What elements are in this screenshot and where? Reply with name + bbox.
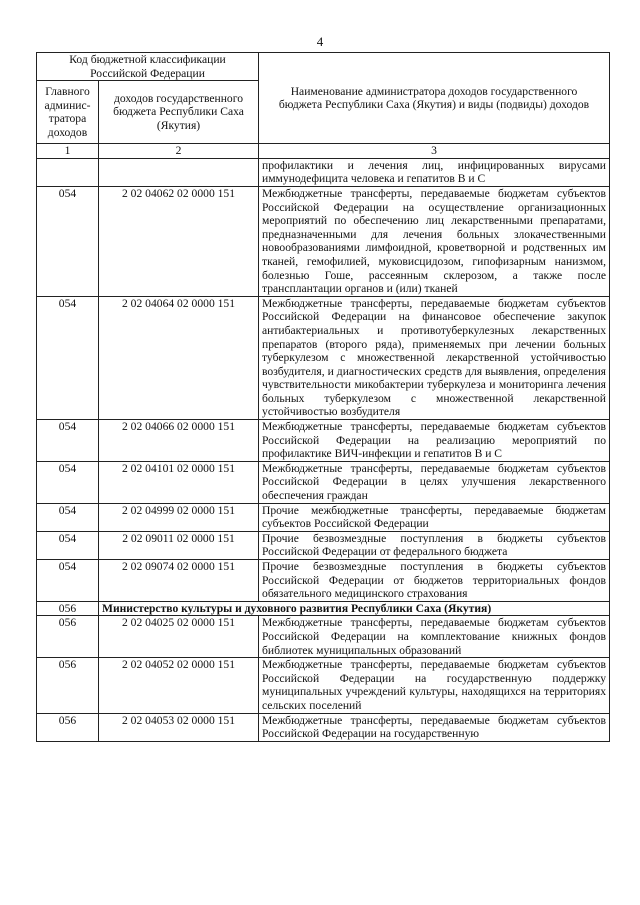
income-code: 2 02 04053 02 0000 151 <box>99 713 259 741</box>
income-name: Межбюджетные трансферты, передаваемые бюджетам субъектов Российской Федерации на государственную <box>259 713 610 741</box>
admin-code: 056 <box>37 616 99 658</box>
income-code: 2 02 09011 02 0000 151 <box>99 531 259 559</box>
header-row-1 <box>37 53 610 81</box>
table-row <box>37 503 610 531</box>
income-name: Межбюджетные трансферты, передаваемые бюджетам субъектов Российской Федерации в целях улучшения лекарственного обеспечения граждан <box>259 461 610 503</box>
income-name: Межбюджетные трансферты, передаваемые бюджетам субъектов Российской Федерации на государственную поддержку муниципальных учреждений культуры, находящихся на территориях сельских поселений <box>259 658 610 713</box>
income-name: Прочие безвозмездные поступления в бюджеты субъектов Российской Федерации от федерального бюджета <box>259 531 610 559</box>
page-number: 4 <box>316 34 324 49</box>
section-admin-code: 056 <box>37 601 99 616</box>
admin-code: 054 <box>37 296 99 419</box>
section-row <box>37 601 610 616</box>
admin-code: 054 <box>37 531 99 559</box>
admin-code: 054 <box>37 461 99 503</box>
income-code: 2 02 04101 02 0000 151 <box>99 461 259 503</box>
continuation-text: профилактики и лечения лиц, инфицированных вирусами иммунодефицита человека и гепатитов В и С <box>259 158 610 186</box>
empty-cell <box>37 158 99 186</box>
income-code: 2 02 04062 02 0000 151 <box>99 186 259 296</box>
admin-code: 054 <box>37 420 99 462</box>
income-code: 2 02 04025 02 0000 151 <box>99 616 259 658</box>
income-code: 2 02 04066 02 0000 151 <box>99 420 259 462</box>
income-name: Межбюджетные трансферты, передаваемые бюджетам субъектов Российской Федерации на финансовое обеспечение закупок антибактериальных и противотуберкулезных лекарственных препаратов (второго ряда), применяемых при лечении больных туберкулезом с множественной лекарственной устойчивостью возбудителя, и диагностических средств для выявления, определения чувствительности микобактерии туберкулеза и мониторинга лечения больных туберкулезом с множественной лекарственной устойчивостью возбудителя <box>259 296 610 419</box>
table-row <box>37 658 610 713</box>
table-row <box>37 420 610 462</box>
column-number-row <box>37 144 610 159</box>
income-name: Межбюджетные трансферты, передаваемые бюджетам субъектов Российской Федерации на реализацию мероприятий по профилактике ВИЧ-инфекции и гепатитов В и С <box>259 420 610 462</box>
header-col2: доходов государственного бюджета Республики Саха (Якутия) <box>99 81 259 144</box>
income-name: Прочие безвозмездные поступления в бюджеты субъектов Российской Федерации от бюджетов территориальных фондов обязательного медицинского страхования <box>259 560 610 602</box>
table-row <box>37 616 610 658</box>
income-name: Прочие межбюджетные трансферты, передаваемые бюджетам субъектов Российской Федерации <box>259 503 610 531</box>
admin-code: 054 <box>37 560 99 602</box>
revenue-table <box>36 52 610 742</box>
income-code: 2 02 04052 02 0000 151 <box>99 658 259 713</box>
admin-code: 054 <box>37 186 99 296</box>
admin-code: 056 <box>37 658 99 713</box>
income-name: Межбюджетные трансферты, передаваемые бюджетам субъектов Российской Федерации на осуществление организационных мероприятий по обеспечению лиц лекарственными препаратами, предназначенными для лечения больных злокачественными новообразованиями лимфоидной, кроветворной и родственных им тканей, гемофилией, муковисцидозом, гипофизарным нанизмом, болезнью Гоше, рассеянным склерозом, а также после трансплантации органов и (или) тканей <box>259 186 610 296</box>
continuation-row <box>37 158 610 186</box>
table-row <box>37 560 610 602</box>
section-title: Министерство культуры и духовного развития Республики Саха (Якутия) <box>99 601 610 616</box>
income-code: 2 02 04999 02 0000 151 <box>99 503 259 531</box>
admin-code: 056 <box>37 713 99 741</box>
income-code: 2 02 09074 02 0000 151 <box>99 560 259 602</box>
empty-cell <box>99 158 259 186</box>
admin-code: 054 <box>37 503 99 531</box>
col-number-3: 3 <box>259 144 610 159</box>
income-code: 2 02 04064 02 0000 151 <box>99 296 259 419</box>
header-col3: Наименование администратора доходов государственного бюджета Республики Саха (Якутия) и виды (подвиды) доходов <box>259 53 610 144</box>
table-row <box>37 713 610 741</box>
table-row <box>37 461 610 503</box>
income-name: Межбюджетные трансферты, передаваемые бюджетам субъектов Российской Федерации на комплектование книжных фондов библиотек муниципальных образований <box>259 616 610 658</box>
table-row <box>37 186 610 296</box>
col-number-1: 1 <box>37 144 99 159</box>
header-code-group: Код бюджетной классификации Российской Федерации <box>37 53 259 81</box>
table-row <box>37 296 610 419</box>
table-row <box>37 531 610 559</box>
header-col1: Главного админис-тратора доходов <box>37 81 99 144</box>
col-number-2: 2 <box>99 144 259 159</box>
